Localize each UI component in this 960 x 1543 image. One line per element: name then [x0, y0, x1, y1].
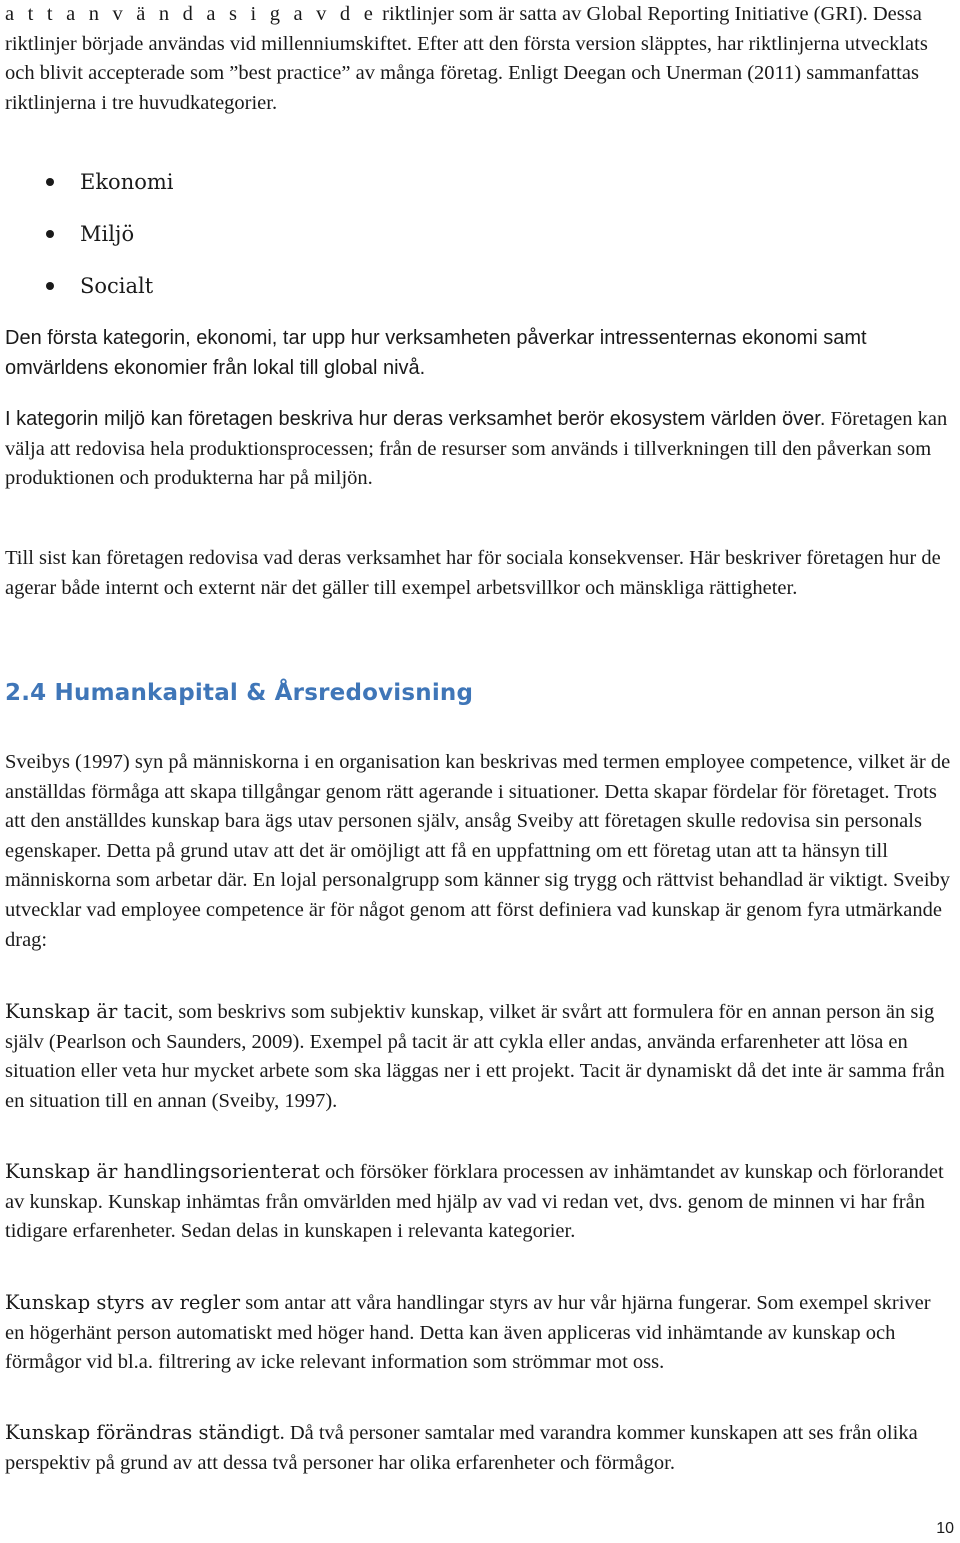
category-bullet-list	[5, 166, 174, 322]
intro-spaced-text: a t t a n v ä n d a s i g a v d e	[5, 3, 378, 25]
bullet-item: Miljö	[5, 218, 174, 270]
paragraph-socialt: Till sist kan företagen redovisa vad deras verksamhet har för sociala konsekvenser. Här beskriver företagen hur de agerar både internt och externt när det gäller till exempel arbetsvillkor och mänskliga rättigheter.	[5, 547, 941, 599]
trait-text: . Då två personer samtalar med varandra kommer kunskapen att ses från olika perspektiv på grund av att dessa två personer har olika erfarenheter och förmågor.	[5, 1422, 918, 1474]
section-intro-paragraph: Sveibys (1997) syn på människorna i en organisation kan beskrivas med termen employee competence, vilket är de anställdas förmåga att skapa tillgångar genom rätt agerande i situationer. Detta skapar fördelar för företaget. Trots att den anställdes kunskap bara ägs utav personen själv, ansåg Sveiby att företagen skulle redovisa sin personals egenskaper. Detta på grund utav att det är omöjligt att få en uppfattning om ett företag utan att ta hänsyn till människorna som arbetar där. En lojal personalgrupp som känner sig trygg och rättvist behandlad är viktigt. Sveiby utvecklar vad employee competence är för något genom att först definiera vad kunskap är genom fyra utmärkande drag:	[5, 751, 951, 951]
trait-text: och försöker förklara processen av inhämtandet av kunskap och förlorandet av kunskap. Kunskap inhämtas från omvärlden med hjälp av vad vi redan vet, dvs. genom de minnen vi har från tidigare erfarenheter. Sedan delas in kunskapen i relevanta kategorier.	[5, 1161, 944, 1243]
paragraph-miljo	[5, 405, 955, 494]
trait-lead: Kunskap är handlingsorienterat	[5, 1160, 320, 1183]
paragraph-ekonomi: Den första kategorin, ekonomi, tar upp hur verksamheten påverkar intressenternas ekonomi samt omvärldens ekonomier från lokal till global nivå.	[5, 327, 867, 379]
paragraph-miljo-rest: Företagen kan välja att redovisa hela produktionsprocessen; från de resurser som används i tillverkningen till den påverkan som produktionen och produkterna har på miljön.	[5, 408, 948, 490]
paragraph-miljo-lead: I kategorin miljö kan företagen beskriva hur deras verksamhet berör ekosystem världen över.	[5, 408, 826, 430]
trait-text: , som beskrivs som subjektiv kunskap, vilket är svårt att formulera för en annan person än sig själv (Pearlson och Saunders, 2009). Exempel på tacit är att cykla eller andas, använda erfarenheter att lösa en situation eller veta hur mycket arbete som ska läggas ner i ett projekt. Tacit är dynamiskt då det inte är samma från en situation till en annan (Sveiby, 1997).	[5, 1001, 945, 1112]
intro-paragraph	[5, 0, 955, 118]
section-heading: 2.4 Humankapital & Årsredovisning	[5, 680, 474, 706]
trait-text: som antar att våra handlingar styrs av hur vår hjärna fungerar. Som exempel skriver en högerhänt person automatiskt med höger hand. Detta kan även appliceras vid inhämtande av kunskap och förmågor vid bl.a. filtrering av icke relevant information som strömmar mot oss.	[5, 1292, 931, 1374]
trait-lead: Kunskap förändras ständigt	[5, 1421, 280, 1444]
intro-text-rest: (GRI). Dessa riktlinjer började användas vid millenniumskiftet. Efter att den första version släpptes, har riktlinjerna utvecklats och blivit accepterade som ”best practice” av många företag. Enligt Deegan och Unerman (2011) sammanfattas riktlinjerna i tre huvudkategorier.	[5, 3, 928, 114]
knowledge-trait-paragraph	[5, 1288, 955, 1378]
intro-text-start: riktlinjer som är satta av Global Reporting Initiative	[377, 3, 809, 25]
knowledge-trait-paragraph	[5, 1157, 955, 1247]
trait-lead: Kunskap styrs av regler	[5, 1291, 241, 1314]
knowledge-trait-paragraph	[5, 1418, 955, 1478]
trait-lead: Kunskap är tacit	[5, 1000, 168, 1023]
bullet-item: Ekonomi	[5, 166, 174, 218]
knowledge-trait-paragraph	[5, 997, 955, 1116]
page-number: 10	[936, 1520, 954, 1537]
bullet-item: Socialt	[5, 270, 174, 322]
